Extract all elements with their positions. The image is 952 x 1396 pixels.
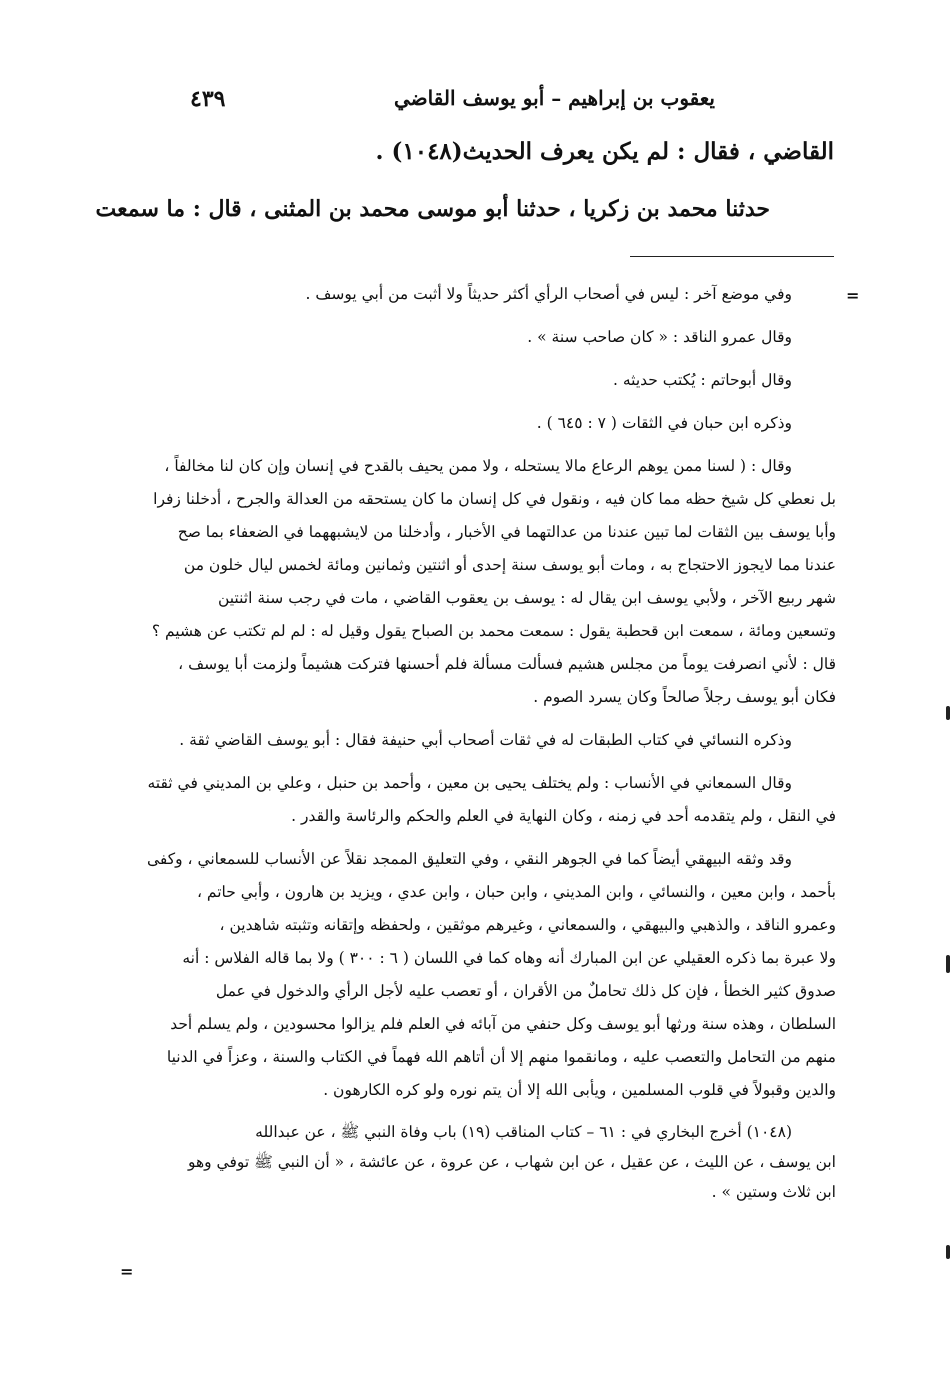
scan-edge-mark (946, 706, 950, 720)
note-paragraph (118, 364, 836, 397)
note-line: في النقل ، ولم يتقدمه أحد في زمنه ، وكان النهاية في العلم والحكم والرئاسة والقدر . (291, 807, 836, 825)
hadith-footnote (118, 1117, 836, 1207)
note-line: وتسعين ومائة ، سمعت ابن قحطبة يقول : سمعت محمد بن الصباح يقول وقيل له : لم لم تكتب عن هشيم ؟ (151, 622, 836, 640)
page-number: ٤٣٩ (190, 86, 226, 112)
scan-edge-mark (946, 1245, 950, 1259)
margin-equals-mark: = (846, 286, 860, 305)
note-line: عندنا مما لايجوز الاحتجاج به ، ومات أبو يوسف سنة إحدى أو اثنتين وثمانين ومائة لخمس ليال خلون من (183, 556, 836, 574)
margin-equals-mark: = (120, 1262, 134, 1281)
note-line: ولا عبرة بما ذكره العقيلي عن ابن المبارك أنه وهاه كما في اللسان ( ٦ : ٣٠٠ ) ولا بما قاله الفلاس : أنه (182, 949, 836, 967)
note-line: بأحمد ، وابن معين ، والنسائي ، وابن المديني ، وابن حبان ، وابن عدي ، ويزيد بن هارون ، وأبي حاتم ، (196, 883, 836, 901)
note-paragraph (118, 321, 836, 354)
note-line: صدوق كثير الخطأ ، فإن كل ذلك تحاملٌ من الأقران ، أو تعصب عليه لأجل الرأي والدخول في عمل (215, 982, 836, 1000)
note-line: وقال : ( لسنا ممن يوهم الرعاع مالا يستحله ، ولا ممن يحيف بالقدح في إنسان وإن كان لنا مخالفاً ، (164, 457, 792, 475)
running-title: يعقوب بن إبراهيم – أبو يوسف القاضي (394, 86, 715, 110)
note-line: وأبا يوسف بين الثقات لما تبين عندنا من عدالتهما في الأخبار ، وأدخلنا من لايشبههما في الضعفاء بما صح (177, 523, 836, 541)
note-paragraph (118, 724, 836, 757)
note-line: قال : لأني انصرفت يوماً من مجلس هشيم فسألت مسألة فلم أحسنها فتركت هشيماً ولزمت أبا يوسف ، (178, 655, 836, 673)
main-text-line: القاضي ، فقال : لم يكن يعرف الحديث(١٠٤٨) . (375, 138, 834, 165)
note-line: وقال السمعاني في الأنساب : ولم يختلف يحيى بن معين ، وأحمد بن حنبل ، وعلي بن المديني في ثقته (147, 774, 792, 792)
note-paragraph (118, 278, 836, 311)
note-line: وقال عمرو الناقد : « كان صاحب سنة » . (527, 328, 792, 346)
footnote-divider (630, 256, 834, 257)
note-line: بل نعطي كل شيخ حظه مما كان فيه ، ونقول في كل إنسان ما كان يستحقه من العدالة والجرح ، أدخلنا زفرا (153, 490, 836, 508)
scan-edge-mark (946, 955, 950, 973)
note-line: فكان أبو يوسف رجلاً صالحاً وكان يسرد الصوم . (533, 688, 836, 706)
note-line: وذكره ابن حبان في الثقات ( ٧ : ٦٤٥ ) . (536, 414, 792, 432)
note-line: وفي موضع آخر : ليس في أصحاب الرأي أكثر حديثاً ولا أثبت من أبي يوسف . (305, 285, 792, 303)
note-paragraph (118, 450, 836, 714)
main-text-line: حدثنا محمد بن زكريا ، حدثنا أبو موسى محمد بن المثنى ، قال : ما سمعت (95, 196, 770, 222)
note-line: شهر ربيع الآخر ، ولأبي يوسف ابن يقال له : يوسف بن يعقوب القاضي ، مات في رجب سنة اثنتين (217, 589, 836, 607)
note-line: منهم من التحامل والتعصب عليه ، ومانقموا منهم إلا أن أتاهم الله فهماً في الكتاب والسنة ، وعزاً في الدنيا (166, 1048, 836, 1066)
note-line: وذكره النسائي في كتاب الطبقات له في ثقات أصحاب أبي حنيفة فقال : أبو يوسف القاضي ثقة . (179, 731, 792, 749)
note-line: وقد وثقه البيهقي أيضاً كما في الجوهر النقي ، وفي التعليق الممجد نقلاً عن الأنساب للسمعاني ، وكفى (146, 850, 792, 868)
note-paragraph (118, 407, 836, 440)
footnote-line: ابن ثلاث وستين » . (711, 1183, 836, 1201)
note-line: السلطان ، وهذه سنة ورثها أبو يوسف وكل حنفي من آبائه في العلم فلم يزالوا محسودين ، ولم يسلم أحد (170, 1015, 836, 1033)
note-paragraph (118, 843, 836, 1107)
footnote-block (118, 278, 836, 1217)
note-paragraph (118, 767, 836, 833)
page-header (190, 86, 715, 122)
note-line: والدين وقبولاً في قلوب المسلمين ، ويأبى الله إلا أن يتم نوره ولو كره الكارهون . (323, 1081, 836, 1099)
note-line: وعمرو الناقد ، والذهبي والبيهقي ، والسمعاني ، وغيرهم موثقين ، ولحفظه وإتقانه وتثبته شاهدين ، (219, 916, 836, 934)
note-line: وقال أبوحاتم : يُكتب حديثه . (612, 371, 792, 389)
footnote-line: (١٠٤٨) أخرج البخاري في : ٦١ – كتاب المناقب (١٩) باب وفاة النبي ﷺ ، عن عبدالله (255, 1123, 792, 1141)
footnote-line: ابن يوسف ، عن الليث ، عن عقيل ، عن ابن شهاب ، عن عروة ، عن عائشة ، « أن النبي ﷺ توفي وهو (187, 1153, 836, 1171)
